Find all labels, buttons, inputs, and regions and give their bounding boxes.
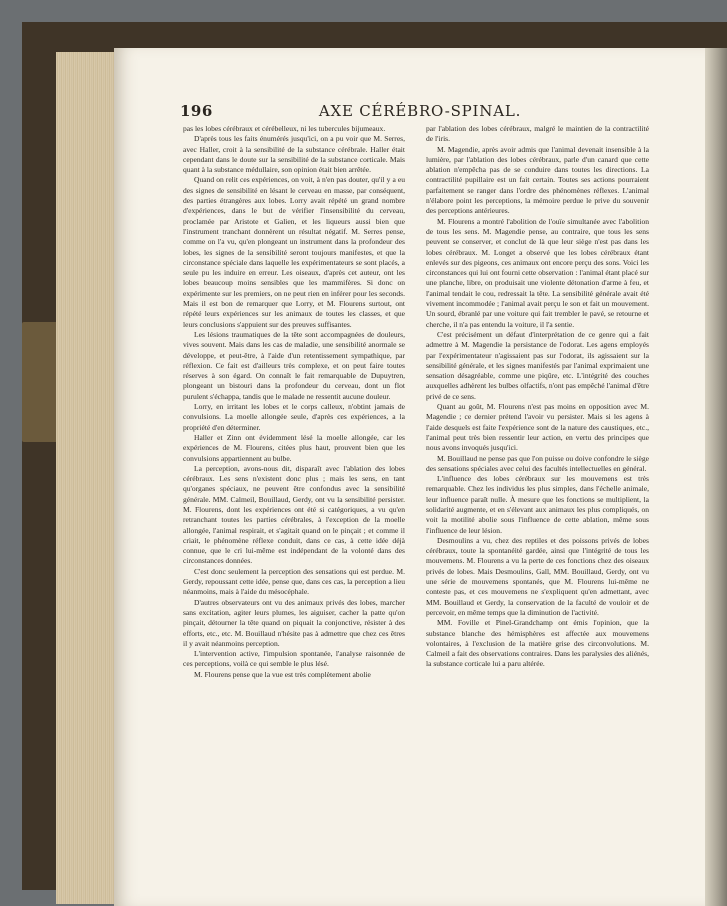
paragraph: M. Flourens pense que la vue est très complètement abolie <box>194 669 371 679</box>
paragraph: C'est donc seulement la perception des sensations qui est perdue. M. Gerdy, repoussant cette idée, pense que, dans ces cas, la perception a lieu néanmoins, mais à l'aide du mésocéphale. <box>183 566 405 597</box>
paragraph: L'influence des lobes cérébraux sur les mouvemens est très remarquable. Chez les individus les plus simples, dans l'échelle animale, leur influence paraît nulle. À mesure que les fonctions se multiplient, la solidarité augmente, et en s'élevant aux animaux les plus compliqués, on voit la motilité abolie sous l'influence de cette ablation, même sous l'influence de leur lésion. <box>426 474 649 535</box>
paragraph: Quand on relit ces expériences, on voit, à n'en pas douter, qu'il y a eu des signes de sensibilité en lésant le cerveau en masse, par conséquent, des parties étrangères aux lobes. Lorry avait répété un grand nombre d'expériences, dans le but de vérifier l'insensibilité du cerveau, proclamée par Aristote et Galien, et les liqueurs aussi bien que l'instrument tranchant donnèrent un résultat négatif. M. Serres pense, comme on l'a vu, qu'en plongeant un instrument dans la profondeur des lobes, les signes de la sensibilité seront toujours manifestes, et que la circonstance spéciale dans laquelle les expérimentateurs se sont placés, a seule pu les induire en erreur. Les oiseaux, d'après cet auteur, ont les lobes beaucoup moins sensibles que les mammifères. Si donc on expérimente sur les premiers, on ne peut rien en inférer pour les seconds. Mais il est bon de remarquer que Lorry, et M. Flourens surtout, ont répété leurs expériences sur les animaux de toutes les classes, et que leurs conclusions s'appuient sur des preuves suffisantes. <box>183 175 405 329</box>
paragraph: M. Magendie, après avoir admis que l'animal devenait insensible à la lumière, par l'ablation des lobes cérébraux, parle d'un canard que cette ablation n'empêcha pas de se conduire dans toutes les directions. La contractilité pupillaire est un fait certain. Toutes ses actions pourraient parfaitement se ranger dans l'ordre des phénomènes réflexes. L'animal n'élabore point les perceptions, la mémoire perdue le prive du souvenir des perceptions antérieures. <box>426 144 649 216</box>
paragraph: Les lésions traumatiques de la tête sont accompagnées de douleurs, vives souvent. Mais dans les cas de maladie, une sensibilité anormale se développe, et peut-être, à l'aide d'un retentissement sympathique, par réflexion. Ce fait est d'ailleurs très complexe, et on peut faire toutes réserves à son égard. On connaît le fait remarquable de Dupuytren, plongeant un bistouri dans la profondeur du cerveau, dont un flot purulent s'échappa, tandis que le malade ne ressentit aucune douleur. <box>183 329 405 401</box>
paragraph: pas les lobes cérébraux et cérébelleux, ni les tubercules bijumeaux. <box>183 124 386 133</box>
bookmark-tab <box>22 322 60 442</box>
paragraph: M. Bouillaud ne pense pas que l'on puisse ou doive confondre le siège des sensations spéciales avec celui des facultés intellectuelles en général. <box>426 453 649 473</box>
right-column <box>426 124 649 670</box>
page-header <box>180 102 660 124</box>
paragraph: La perception, avons-nous dit, disparaît avec l'ablation des lobes cérébraux. Les sens n'existent donc plus ; mais les sens, en tant qu'organes spéciaux, ne peuvent être confondus avec la sensibilité générale. MM. Calmeil, Bouillaud, Gerdy, ont vu la sensibilité persister. M. Flourens, dont les expériences ont été si catégoriques, a vu qu'en retranchant toutes les parties cérébrales, à l'exception de la moelle allongée, l'animal respirait, et s'agitait quand on le pinçait ; et comme il criait, le phénomène réflexe conduit, dans ce cas, à cette idée déjà connue, que le cri lui-même est indépendant de la volonté dans des circonstances données. <box>183 463 405 566</box>
left-column <box>183 124 405 680</box>
paragraph: Haller et Zinn ont évidemment lésé la moelle allongée, car les expériences de M. Flourens, citées plus haut, prouvent bien que les convulsions appartiennent au bulbe. <box>183 432 405 463</box>
paragraph: L'intervention active, l'impulsion spontanée, l'analyse raisonnée de ces perceptions, voilà ce qui semble le plus lésé. <box>183 649 405 669</box>
paragraph: C'est précisément un défaut d'interprétation de ce genre qui a fait admettre à M. Magendie la persistance de l'odorat. Les agens employés par l'expérimentateur n'agissaient pas sur l'odorat, ils agissaient sur la sensibilité générale, et les signes manifestés par l'animal exprimaient une sensation désagréable, comme une piqûre, etc. L'intégrité des couches auxquelles adhèrent les bulbes olfactifs, n'ont pas empêché l'animal d'être privé de ce sens. <box>426 329 649 401</box>
paragraph: par l'ablation des lobes cérébraux, malgré le maintien de la contractilité de l'iris. <box>426 124 649 144</box>
paragraph: MM. Foville et Pinel-Grandchamp ont émis l'opinion, que la substance blanche des hémisphères est affectée aux mouvemens volontaires, à l'exclusion de la matière grise des circonvolutions. M. Calmeil a fait des observations contraires. Dans les paralysies des aliénés, la substance corticale lui a paru altérée. <box>426 618 649 669</box>
paragraph: Quant au goût, M. Flourens n'est pas moins en opposition avec M. Magendie ; ce dernier prétend l'avoir vu persister. Mais si les agens à l'aide desquels est faite l'expérience sont de la nature des caustiques, etc., l'animal peut très bien ressentir leur action, en vertu des principes que nous avons invoqués jusqu'ici. <box>426 402 649 453</box>
paragraph: Desmoulins a vu, chez des reptiles et des poissons privés de lobes cérébraux, toute la spontanéité gardée, ainsi que l'intégrité de tous les mouvemens. M. Flourens a vu la perte de ces fonctions chez des oiseaux privés de lobes. Mais Desmoulins, Gall, MM. Bouillaud, Gerdy, ont vu une série de mouvemens spontanés, que M. Flourens lui-même ne conteste pas, et ces mouvemens ne s'expliquent qu'en admettant, avec MM. Bouillaud et Gerdy, la conservation de la faculté de vouloir et de percevoir, en même temps que la diminution de l'activité. <box>426 535 649 617</box>
running-title: AXE CÉRÉBRO-SPINAL. <box>318 102 522 120</box>
paragraph: Lorry, en irritant les lobes et le corps calleux, n'obtint jamais de convulsions. La moelle allongée seule, d'après ces expériences, a la propriété d'en déterminer. <box>183 402 405 432</box>
paragraph: M. Flourens a montré l'abolition de l'ouïe simultanée avec l'abolition de tous les sens. M. Magendie pense, au contraire, que tous les sens peuvent se conserver, et conclut de là que leur siège n'est pas dans les lobes cérébraux. M. Longet a observé que les lobes cérébraux étant enlevés sur des pigeons, ces animaux ont encore perçu des sons. Voici les circonstances qui lui ont fourni cette observation : l'animal étant placé sur une planche, libre, on produisait une violente détonation d'arme à feu, et l'animal tendait le cou, redressait la tête. La sensibilité générale avait été vivement incommodée ; l'animal avait perçu le son et fait un mouvement. Un sourd, ébranlé par une voiture qui fait trembler le pavé, se retourne et cherche, il n'a pas entendu la voiture, il l'a sentie. <box>426 216 649 329</box>
paragraph: D'autres observateurs ont vu des animaux privés des lobes, marcher sans excitation, agiter leurs plumes, les aiguiser, cacher la patte qu'on pinçait, détourner la tête quand on piquait la conjonctive, résister à des efforts, etc., etc. M. Bouillaud n'hésite pas à admettre que chez ces êtres il y avait néanmoins perception. <box>183 597 405 648</box>
paragraph: D'après tous les faits énumérés jusqu'ici, on a pu voir que M. Serres, avec Haller, croit à la sensibilité de la substance cérébrale. Haller était cependant dans le doute sur la sensibilité de la substance corticale. Mais quant à la substance médullaire, son opinion était bien arrêtée. <box>183 134 405 175</box>
page-number: 196 <box>180 102 213 120</box>
page-edges <box>56 52 116 904</box>
page-gutter <box>705 48 727 906</box>
